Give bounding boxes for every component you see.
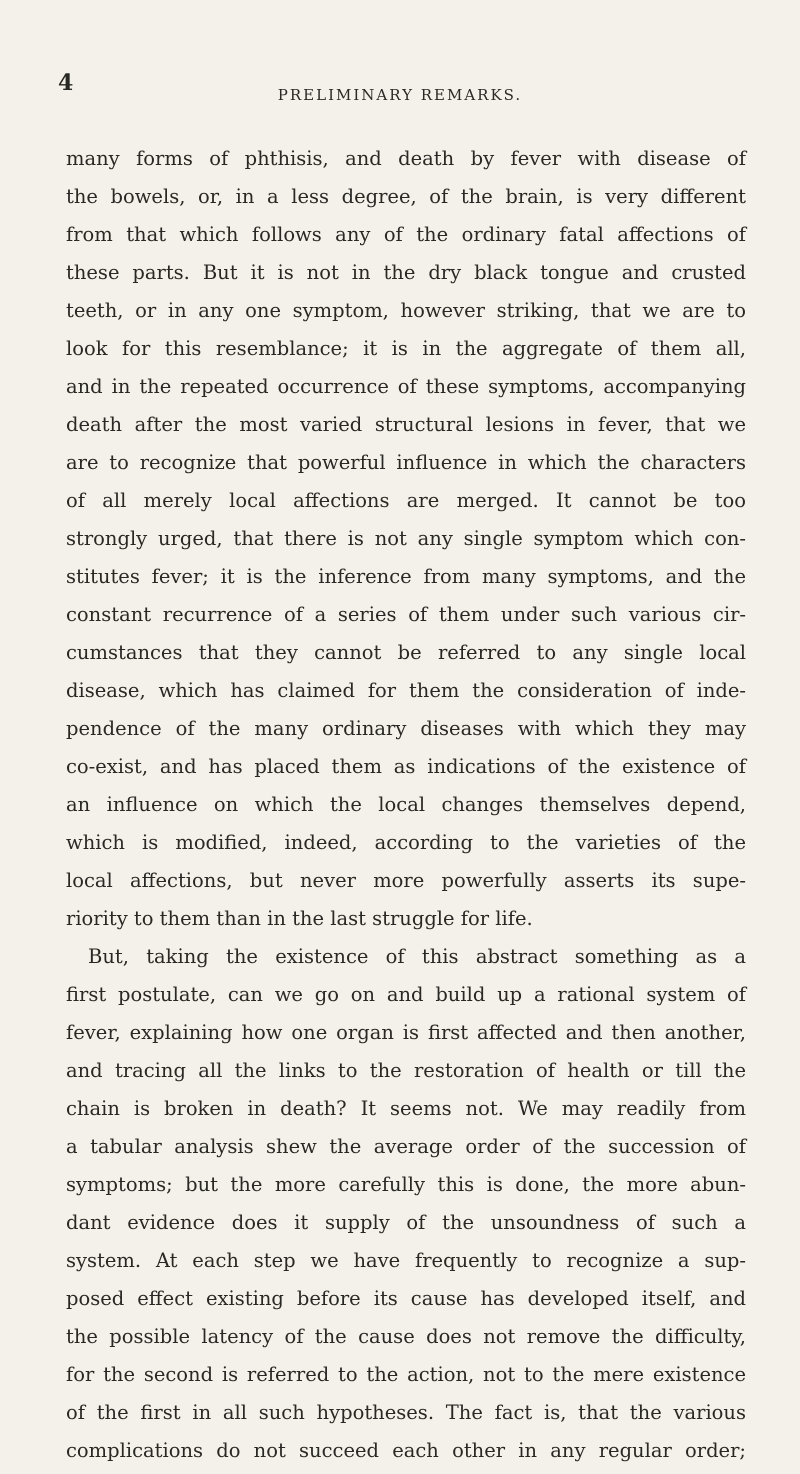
text-line: complications do not succeed each other in any regular order;	[66, 1439, 746, 1462]
text-line: teeth, or in any one symptom, however striking, that we are to	[66, 299, 746, 322]
text-line: co-exist, and has placed them as indications of the existence of	[66, 755, 746, 778]
text-line: first postulate, can we go on and build up a rational system of	[66, 983, 746, 1006]
text-line: constant recurrence of a series of them under such various cir-	[66, 603, 746, 626]
text-line: an influence on which the local changes themselves depend,	[66, 793, 746, 816]
text-line: local affections, but never more powerfully asserts its supe-	[66, 869, 746, 892]
text-line: a tabular analysis shew the average order of the succession of	[66, 1135, 746, 1158]
text-line: of all merely local affections are merged. It cannot be too	[66, 489, 746, 512]
page-number: 4	[58, 70, 74, 96]
text-line: system. At each step we have frequently to recognize a sup-	[66, 1249, 746, 1272]
text-line: fever, explaining how one organ is first affected and then another,	[66, 1021, 746, 1044]
text-line: from that which follows any of the ordinary fatal affections of	[66, 223, 746, 246]
text-line: and tracing all the links to the restoration of health or till the	[66, 1059, 746, 1082]
text-line: many forms of phthisis, and death by fever with disease of	[66, 147, 746, 170]
text-line: these parts. But it is not in the dry black tongue and crusted	[66, 261, 746, 284]
text-line: for the second is referred to the action, not to the mere existence	[66, 1363, 746, 1386]
text-line: chain is broken in death? It seems not. We may readily from	[66, 1097, 746, 1120]
text-line: strongly urged, that there is not any single symptom which con-	[66, 527, 746, 550]
text-line: disease, which has claimed for them the consideration of inde-	[66, 679, 746, 702]
text-line: are to recognize that powerful influence in which the characters	[66, 451, 746, 474]
text-line: cumstances that they cannot be referred to any single local	[66, 641, 746, 664]
text-line: stitutes fever; it is the inference from many symptoms, and the	[66, 565, 746, 588]
text-line: which is modified, indeed, according to the varieties of the	[66, 831, 746, 854]
text-line: posed effect existing before its cause has developed itself, and	[66, 1287, 746, 1310]
text-line: the bowels, or, in a less degree, of the brain, is very different	[66, 185, 746, 208]
text-line: the possible latency of the cause does not remove the difficulty,	[66, 1325, 746, 1348]
text-line: look for this resemblance; it is in the aggregate of them all,	[66, 337, 746, 360]
running-head: PRELIMINARY REMARKS.	[277, 86, 523, 104]
text-line: and in the repeated occurrence of these symptoms, accompanying	[66, 375, 746, 398]
text-line: pendence of the many ordinary diseases with which they may	[66, 717, 746, 740]
body-text	[66, 140, 746, 1470]
text-line: symptoms; but the more carefully this is done, the more abun-	[66, 1173, 746, 1196]
text-line: But, taking the existence of this abstract something as a	[88, 945, 746, 968]
text-line: riority to them than in the last struggle for life.	[66, 907, 533, 930]
text-line: dant evidence does it supply of the unsoundness of such a	[66, 1211, 746, 1234]
text-line: death after the most varied structural lesions in fever, that we	[66, 413, 746, 436]
text-line: of the first in all such hypotheses. The fact is, that the various	[66, 1401, 746, 1424]
